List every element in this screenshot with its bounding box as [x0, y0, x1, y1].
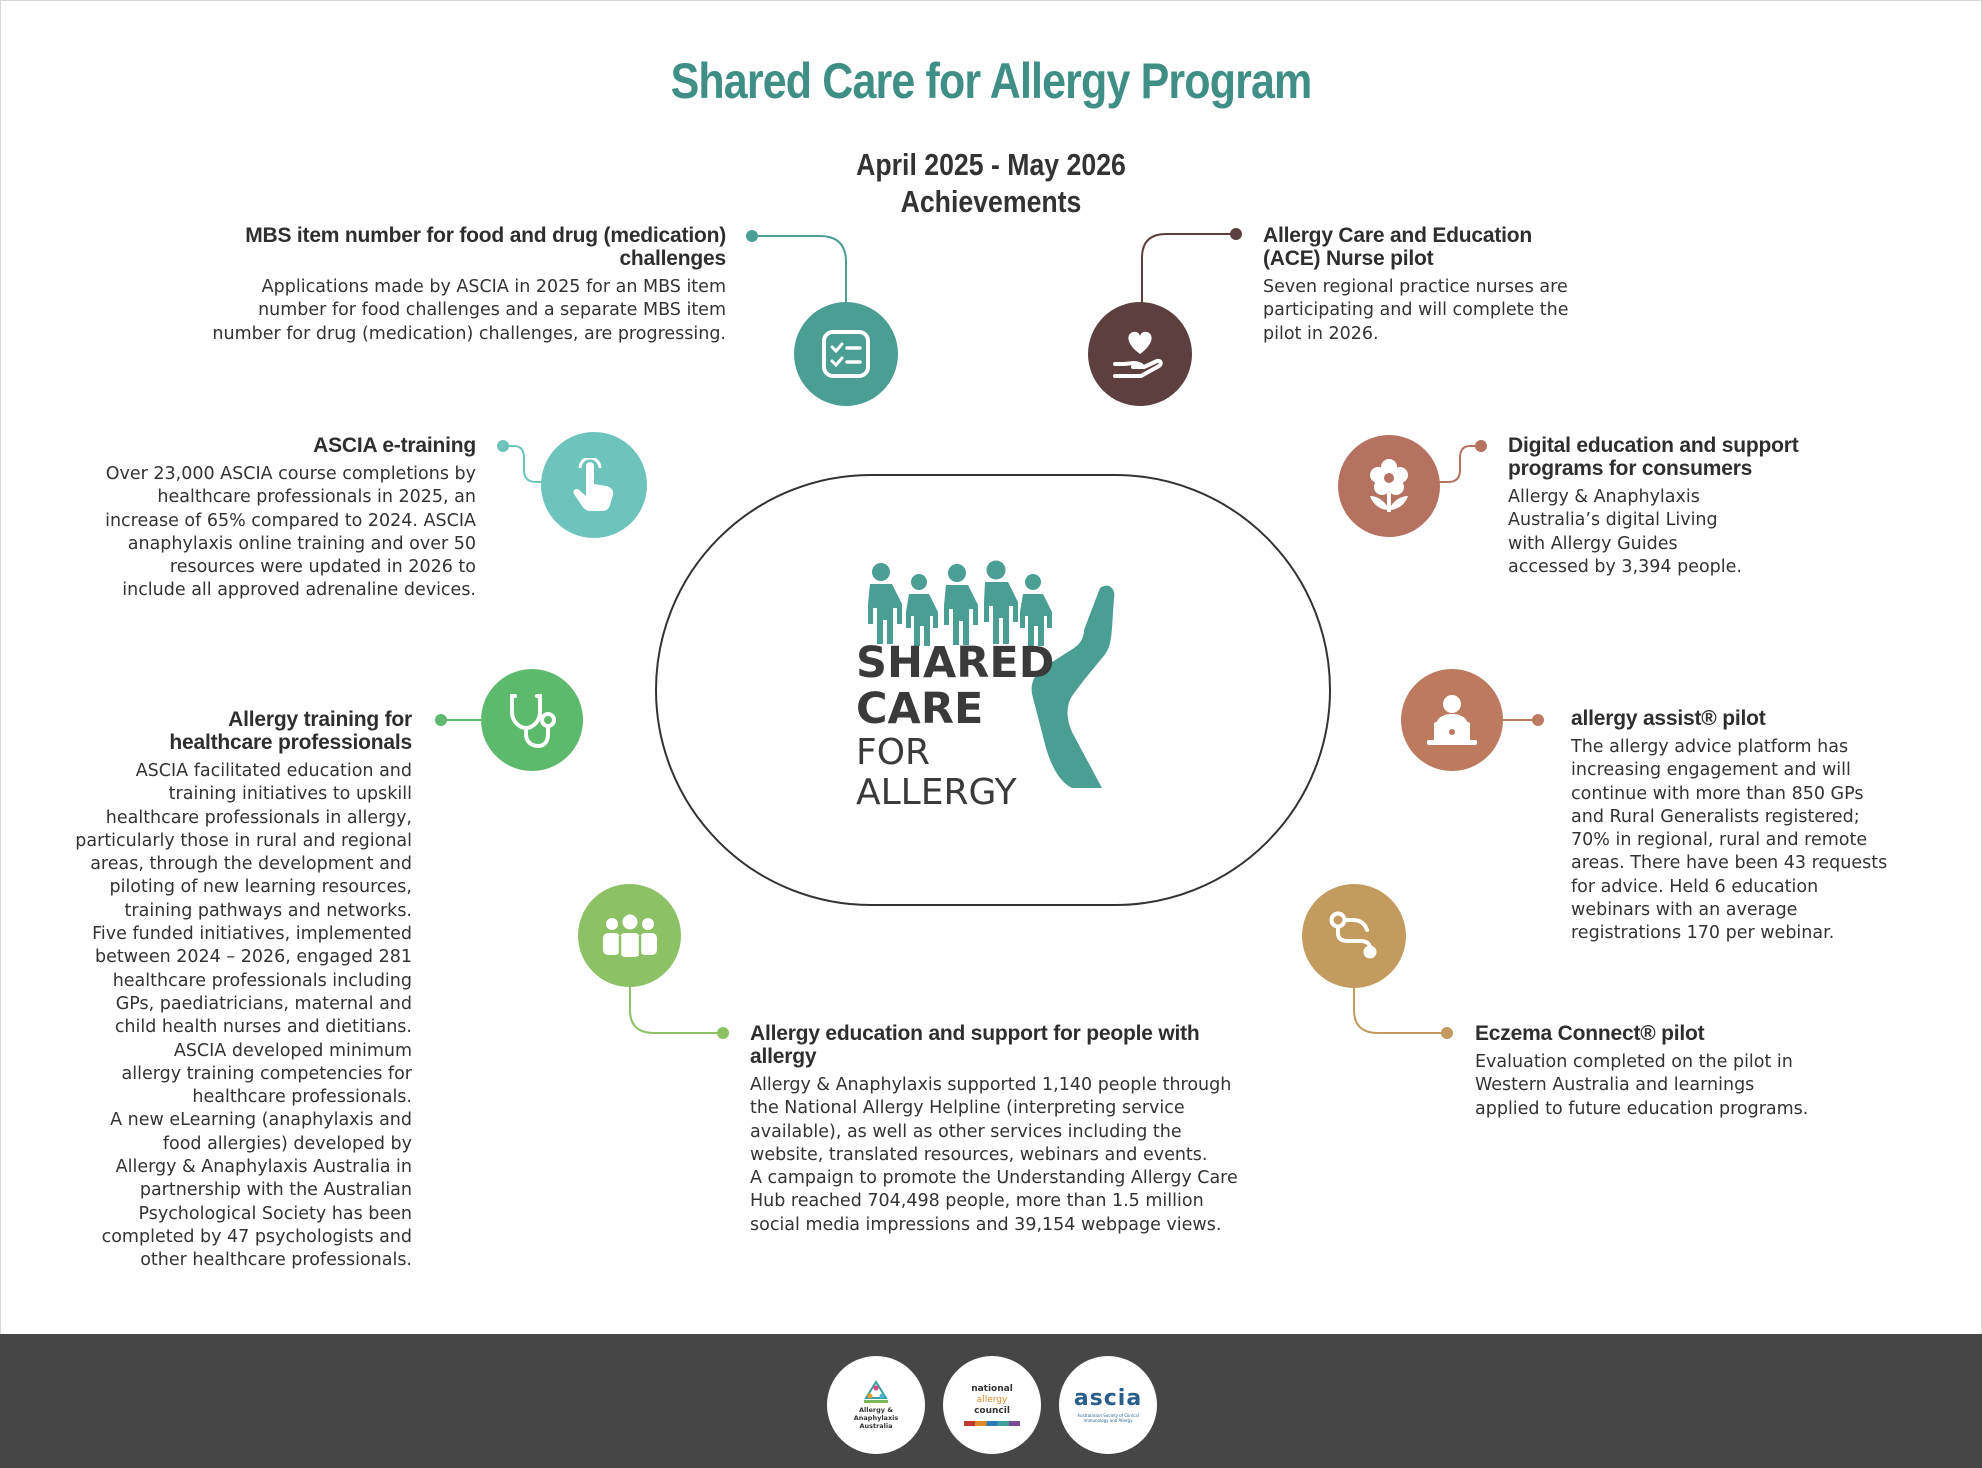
assist-section [1571, 707, 1891, 946]
nac-line2: allergy [976, 1395, 1008, 1405]
digital-heading: Digital education and support programs for consumers [1508, 434, 1799, 480]
etraining-section [96, 434, 476, 603]
logo-care: CARE [856, 684, 984, 734]
digital-flower-icon [1338, 435, 1440, 537]
logo-for: FOR [856, 732, 931, 773]
mbs-text: Applications made by ASCIA in 2025 for an MBS item number for food challenges and a separate MBS item number for drug (medication) challenges, are progressing. [212, 277, 726, 344]
subtitle-achievements: Achievements [900, 184, 1082, 219]
triangle-people-icon [856, 1380, 896, 1406]
education-text: Allergy & Anaphylaxis supported 1,140 people through the National Allergy Helpline (interpreting service available), as well as other services including the website, translated resources, webinars and events. A campaign to promote the Understanding Allergy Care Hub reached 704,498 people, more than 1.5 million social media impressions and 39,154 webpage views. [750, 1075, 1238, 1235]
eczema-section [1475, 1022, 1875, 1121]
ace-heart-hand-icon [1088, 302, 1192, 406]
nac-line1: national [971, 1384, 1013, 1394]
assist-laptop-user-icon [1401, 669, 1503, 771]
nac-color-strip [964, 1421, 1020, 1426]
mbs-checklist-icon [794, 302, 898, 406]
etraining-hand-pointer-icon [541, 432, 647, 538]
etraining-text: Over 23,000 ASCIA course completions by healthcare professionals in 2025, an increase of 65% compared to 2024. ASCIA anaphylaxis online training and over 50 resources were updated in 2026 to include all approved adrenaline devices. [105, 464, 476, 601]
nac-line3: council [974, 1406, 1010, 1416]
digital-text: Allergy & Anaphylaxis Australia’s digital Living with Allergy Guides accessed by 3,394 people. [1508, 487, 1742, 577]
assist-heading: allergy assist® pilot [1571, 707, 1766, 730]
ace-text: Seven regional practice nurses are participating and will complete the pilot in 2026. [1263, 277, 1569, 344]
ace-heading: Allergy Care and Education (ACE) Nurse pilot [1263, 224, 1533, 270]
ascia-wordmark: ascia [1073, 1386, 1143, 1411]
partner-aaa-name: Allergy & Anaphylaxis Australia [853, 1406, 899, 1430]
training-stethoscope-icon [481, 669, 583, 771]
training-text: ASCIA facilitated education and training initiatives to upskill healthcare professionals in allergy, particularly those in rural and regional areas, through the development and piloting of new learning resources, training pathways and networks. Five funded initiatives, implemented between 2024 – 2026, engaged 281 healthcare professionals including GPs, paediatricians, maternal and child health nurses and dietitians. ASCIA developed minimum allergy training competencies for healthcare professionals. A new eLearning (anaphylaxis and food allergies) developed by Allergy & Anaphylaxis Australia in partnership with the Australian Psychological Society has been completed by 47 psychologists and other healthcare professionals. [75, 761, 412, 1271]
education-heading: Allergy education and support for people with allergy [750, 1022, 1200, 1068]
mbs-heading: MBS item number for food and drug (medication) challenges [245, 224, 726, 270]
page-title: Shared Care for Allergy Program [670, 53, 1312, 109]
ascia-tagline: Australasian Society of Clinical Immunology and Allergy [1077, 1413, 1139, 1423]
partner-logo-ascia[interactable] [1059, 1356, 1157, 1454]
education-people-group-icon [578, 884, 681, 987]
eczema-heading: Eczema Connect® pilot [1475, 1022, 1705, 1045]
training-section [56, 708, 412, 1273]
partner-logo-allergy-anaphylaxis-australia[interactable] [827, 1356, 925, 1454]
logo-shared: SHARED [856, 638, 1055, 688]
etraining-heading: ASCIA e-training [313, 434, 476, 457]
ace-section [1263, 224, 1583, 346]
eczema-text: Evaluation completed on the pilot in Western Australia and learnings applied to future education programs. [1475, 1052, 1809, 1119]
assist-text: The allergy advice platform has increasing engagement and will continue with more than 850 GPs and Rural Generalists registered; 70% in regional, rural and remote areas. There have been 43 requests for advice. Held 6 education webinars with an average registrations 170 per webinar. [1571, 737, 1888, 944]
eczema-connect-nodes-icon [1302, 884, 1406, 988]
partner-logo-national-allergy-council[interactable] [943, 1356, 1041, 1454]
education-section [750, 1022, 1270, 1237]
training-heading: Allergy training for healthcare professionals [169, 708, 412, 754]
mbs-section [170, 224, 726, 346]
subtitle-dates: April 2025 - May 2026 [856, 147, 1126, 182]
logo-allergy: ALLERGY [856, 772, 1017, 813]
digital-section [1508, 434, 1808, 579]
